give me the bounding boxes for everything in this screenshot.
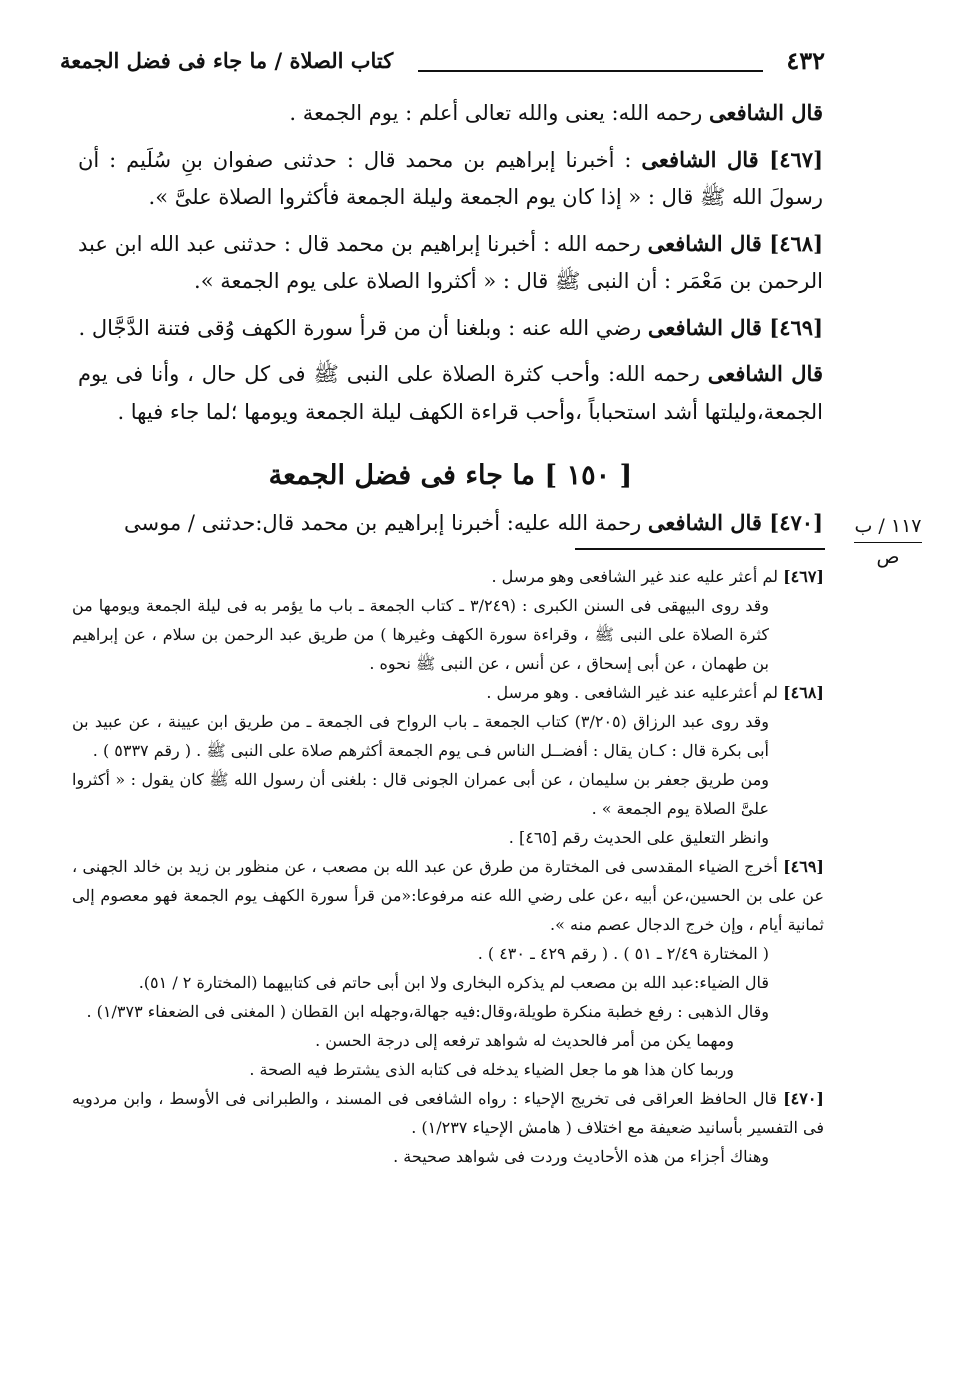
footnote-text: وقد روى البيهقى فى السنن الكبرى : (٣/٢٤٩ ـ كتاب الجمعة ـ باب ما يؤمر به فى ليلة الجمعة ويومها من كثرة الصلاة على النبى ﷺ ، وقراءة سورة الكهف وغيرها ) من طريق عبد الرحمن بن سلام ، عن إبراهيم بن طهمان ، عن أبى إسحاق ، عن أنس ، عن النبى ﷺ نحوه . [72,596,770,673]
paragraph-text: رحمه الله: يعنى والله تعالى أعلم : يوم الجمعة . [289,101,709,125]
folio-siglum: ص [876,546,900,568]
footnote-text: وقد روى عبد الرزاق (٣/٢٠٥) كتاب الجمعة ـ باب الرواح فى الجمعة ـ من طريق ابن عيينة ، عن عبيد بن أبى بكرة قال : كـان يقال : أفضــل الناس فـى يوم الجمعة أكثرهم صلاة على النبى ﷺ . ( رقم ٥٣٣٧ ) . [72,712,770,760]
paragraph-text: : أخبرنا إبراهيم بن محمد قال : حدثنى صفوان بنِ سُلَيم : أن رسولَ الله ﷺ قال : « إذا كان يوم الجمعة وليلة الجمعة فأكثروا الصلاة علىَّ ». [78,147,823,209]
footnote [72,1142,824,1171]
footnote-text: وقال الذهبى : رفع خطبة منكرة طويلة،وقال:فيه جهالة،وجهله ابن القطان ( المغنى فى الضعفاء ١/٣٧٣) . [86,1002,769,1021]
footnote-text: وانظر التعليق على الحديث رقم [٤٦٥] . [508,828,769,847]
paragraph-intro [78,94,823,133]
footnote [72,765,824,823]
footnote-text: أخرج الضياء المقدسى فى المختارة من طرق عن عبد الله بن مصعب ، عن منظور بن زيد بن خالد الجهنى ، عن على بن الحسين،عن أبيه ،عن على رضي الله عنه مرفوعا:«من قرأ سورة الكهف يوم الجمعة فهو معصوم إلى ثمانية أيام ، وإن خرج الدجال عصم منه ». [72,857,825,934]
footnote [72,1055,824,1084]
footnote-separator [575,548,825,550]
hadith-number: [٤٦٧] [769,146,823,172]
speaker: قال الشافعى [708,100,823,125]
main-text [78,94,823,439]
speaker: قال الشافعى [647,510,770,535]
running-title: كتاب الصلاة / ما جاء فى فضل الجمعة [60,48,394,73]
section-heading: [ ١٥٠ ] ما جاء فى فضل الجمعة [268,460,633,491]
footnote [72,707,824,765]
header-rule [418,70,763,72]
footnote [72,823,824,852]
footnote-number: [٤٦٧] [783,567,824,586]
footnote-text: ومن طريق جعفر بن سليمان ، عن أبى عمران الجونى قال : بلغنى أن رسول الله ﷺ كان يقول : « أكثروا علىَّ الصلاة يوم الجمعة » . [72,770,769,818]
hadith-number: [٤٦٨] [769,230,823,256]
footnote [72,562,824,591]
footnote-number: [٤٦٨] [783,683,824,702]
paragraph-text: رحمه الله : أخبرنا إبراهيم بن محمد قال : حدثنى عبد الله ابن عبد الرحمن بن مَعْمَر : أن النبى ﷺ قال : « أكثروا الصلاة على يوم الجمعة ». [78,231,823,293]
footnote-text: لم أعثر عليه عند غير الشافعى وهو مرسل . [491,567,784,586]
running-header [60,46,825,82]
footnote-number: [٤٧٠] [783,1089,824,1108]
speaker: قال الشافعى [707,361,823,386]
speaker: قال الشافعى [647,314,770,340]
paragraph-470 [78,510,823,535]
page-number: ٤٣٢ [786,46,825,75]
speaker: قال الشافعى [641,146,770,172]
footnote-number: [٤٦٩] [783,857,824,876]
paragraph-text: رحمة الله عليه: أخبرنا إبراهيم بن محمد قال:حدثنى / موسى [124,511,648,535]
footnote [72,939,824,968]
paragraph-commentary [78,355,823,431]
hadith-number: [٤٦٩] [769,314,823,340]
footnote-text: ومهما يكن من أمر فالحديث له شواهد ترفعه إلى درجة الحسن . [315,1031,734,1050]
footnote-text: قال الضياء:عبد الله بن مصعب لم يذكره البخارى ولا ابن أبى حاتم فى كتابيهما (المختارة ٢ / ٥١). [138,973,769,992]
footnote [72,997,824,1026]
footnote-text: لم أعثرعليه عند غير الشافعى . وهو مرسل . [486,683,784,702]
folio-number: ١١٧ / ب [854,515,922,537]
paragraph-468 [78,225,823,301]
footnotes [72,562,824,1171]
footnote [72,852,824,939]
speaker: قال الشافعى [647,230,770,256]
footnote [72,968,824,997]
footnote [72,1084,824,1142]
hadith-number: [٤٧٠] [769,510,823,535]
paragraph-467 [78,141,823,217]
footnote [72,678,824,707]
footnote [72,1026,824,1055]
footnote-text: وهناك أجزاء من هذه الأحاديث وردت فى شواهد صحيحة . [393,1147,769,1166]
footnote-text: ( المختارة ٢/٤٩ ـ ٥١ ) . ( رقم ٤٢٩ ـ ٤٣٠ ) . [477,944,769,963]
paragraph-text: رحمه الله: وأحب كثرة الصلاة على النبى ﷺ فى كل حال ، وأنا فى يوم الجمعة،وليلتها أشد استحباباً ،وأحب قراءة الكهف ليلة الجمعة ويومها ؛لما جاء فيها . [78,362,823,424]
paragraph-469 [78,309,823,348]
paragraph-text: رضي الله عنه : وبلغنا أن من قرأ سورة الكهف وُقى فتنة الدَّجَّال . [78,315,648,340]
manuscript-folio-note [848,512,928,571]
footnote-text: قال الحافظ العراقى فى تخريج الإحياء : رواه الشافعى فى المسند ، والطبرانى فى الأوسط ، وابن مردويه فى التفسير بأسانيد ضعيفة مع اختلاف ( هامش الإحياء ١/٢٣٧) . [72,1089,824,1137]
footnote-text: وربما كان هذا هو ما جعل الضياء يدخله فى كتابه الذى يشترط فيه الصحة . [249,1060,734,1079]
footnote [72,591,824,678]
